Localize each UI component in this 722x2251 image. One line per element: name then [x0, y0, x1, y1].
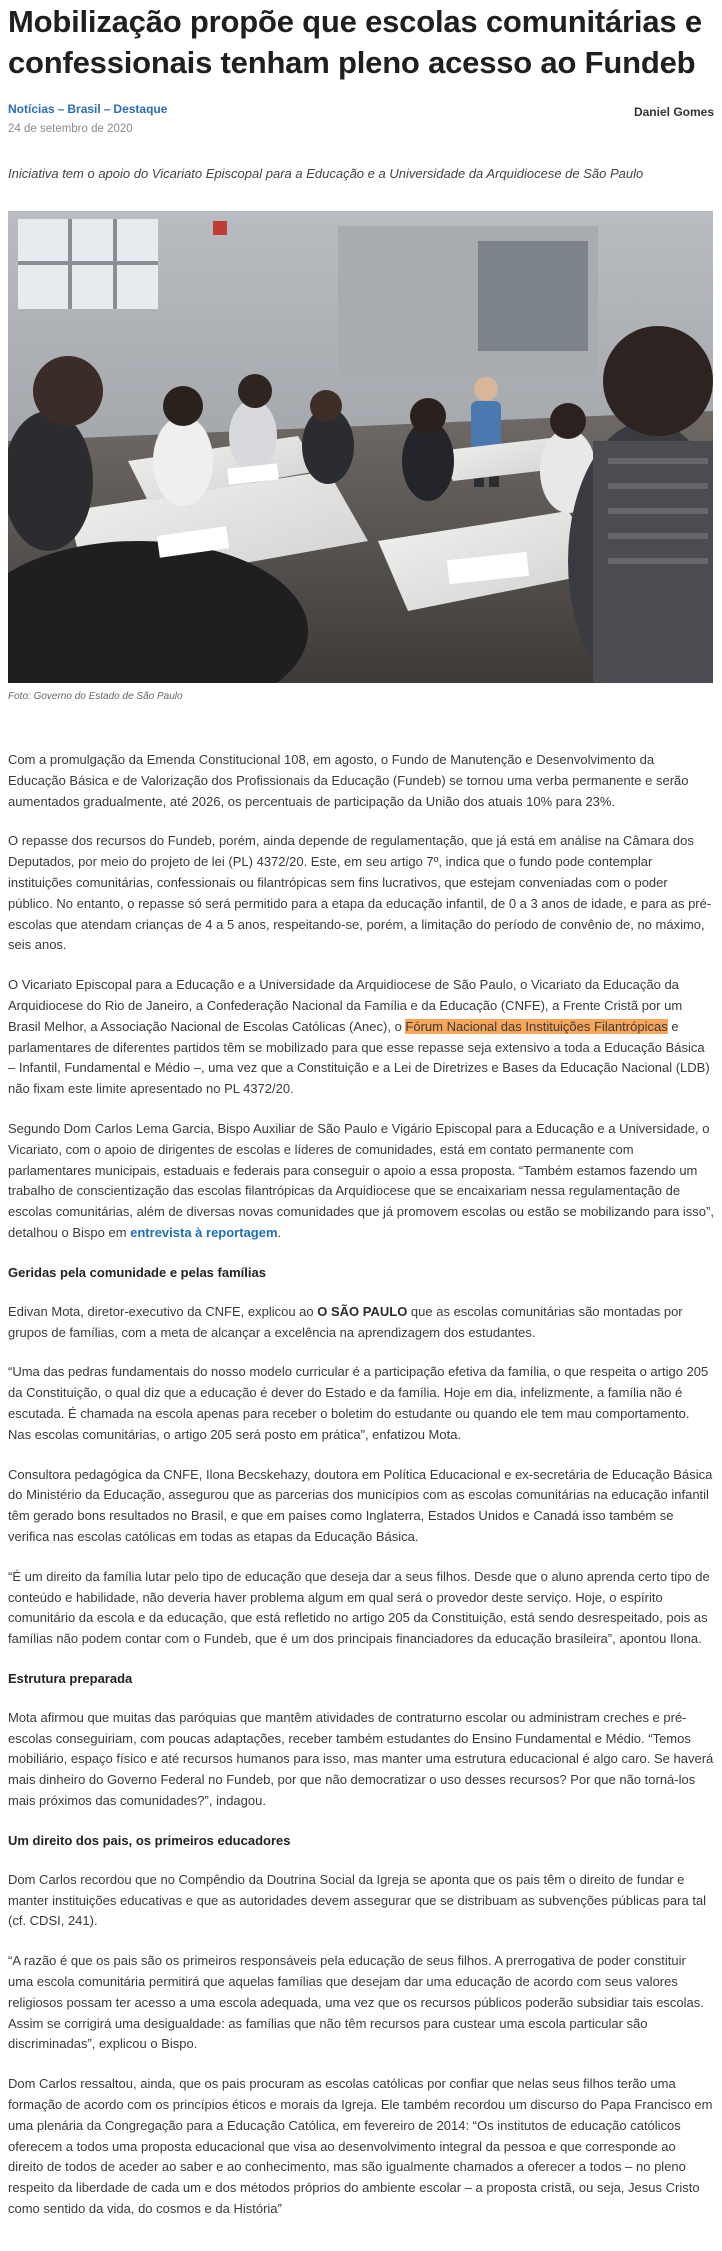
paragraph-3	[8, 975, 714, 1100]
paragraph-9: Mota afirmou que muitas das paróquias que mantêm atividades de contraturno escolar ou administram creches e pré-escolas conseguiriam, com poucas adaptações, receber também estudantes do Ensino Fundamental e Médio. “Temos mobiliário, espaço físico e até recursos humanos para isso, mas manter uma estrutura educacional é algo caro. Se haverá mais dinheiro do Governo Federal no Fundeb, por que não democratizar o uso desses recursos? Por que não torná-los mais próximos das comunidades?”, indagou.	[8, 1709, 714, 1809]
paragraph-5-text-b: que as escolas comunitárias são montadas por grupos de famílias, com a meta de alcançar a excelência na aprendizagem dos estudantes.	[8, 1303, 683, 1340]
paragraph-11: “A razão é que os pais são os primeiros responsáveis pela educação de seus filhos. A prerrogativa de poder constituir uma escola comunitária permitirá que aquelas famílias que desejam dar uma educação de acordo com seus valores religiosos possam ter acesso a uma escola adequada, uma vez que os recursos públicos poderão subsidiar tais escolas. Assim se corrigirá uma desigualdade: as famílias que não têm recursos para custear uma escola particular são discriminadas”, explicou o Bispo.	[8, 1953, 704, 2052]
author-name[interactable]: Daniel Gomes	[633, 105, 714, 119]
highlighted-text: Fórum Nacional das Instituições Filantrópicas	[405, 1018, 668, 1034]
paragraph-4	[8, 1119, 714, 1244]
category-separator: –	[103, 102, 111, 116]
category-noticias-link[interactable]: Notícias	[8, 102, 55, 116]
publish-date: 24 de setembro de 2020	[8, 123, 133, 135]
subheading-geridas: Geridas pela comunidade e pelas famílias	[8, 1264, 266, 1280]
paragraph-1: Com a promulgação da Emenda Constitucional 108, em agosto, o Fundo de Manutenção e Desenvolvimento da Educação Básica e de Valorização dos Profissionais da Educação (Fundeb) se tornou uma verba permanente e serão aumentados gradualmente, até 2026, os percentuais de participação da União dos atuais 10% para 23%.	[8, 752, 689, 809]
paragraph-3-text-b: e parlamentares de diferentes partidos têm se mobilizado para que esse repasse seja extensivo a toda a Educação Básica – Infantil, Fundamental e Médio –, uma vez que a Constituição e a Lei de Diretrizes e Bases da Educação Nacional (LDB) não fixam este limite apresentado no PL 4372/20.	[8, 1018, 710, 1097]
paragraph-3-text-a: O Vicariato Episcopal para a Educação e a Universidade da Arquidiocese de São Paulo, o Vicariato da Educação da Arquidiocese do Rio de Janeiro, a Confederação Nacional da Família e da Educação (CNFE), a Frente Cristã por um Brasil Melhor, a Associação Nacional de Escolas Católicas (Anec), o	[8, 977, 683, 1034]
article-body	[8, 750, 714, 2220]
paragraph-4-text-a: Segundo Dom Carlos Lema Garcia, Bispo Auxiliar de São Paulo e Vigário Episcopal para a Educação e a Universidade, o Vicariato, com o apoio de dirigentes de escolas e líderes de comunidades, está em contato permanente com parlamentares municipais, estaduais e federais para conseguir o apoio a essa proposta. “Também estamos fazendo um trabalho de conscientização das escolas filantrópicas da Arquidiocese que se encaixariam nessa regulamentação de escolas comunitárias, além de diversas novas comunidades que já promovem escolas ou estão se mobilizando para isso”, detalhou o Bispo em	[8, 1120, 714, 1240]
paragraph-10: Dom Carlos recordou que no Compêndio da Doutrina Social da Igreja se aponta que os pais têm o direito de fundar e manter instituições educativas e que as autoridades devem assegurar que se distribuam as subvenções públicas para tal (cf. CDSI, 241).	[8, 1871, 707, 1929]
meta-left	[8, 102, 167, 135]
paragraph-4-text-b: .	[277, 1224, 282, 1240]
article-title: Mobilização propõe que escolas comunitárias e confessionais tenham pleno acesso ao Fundeb	[8, 4, 702, 80]
subheading-estrutura: Estrutura preparada	[8, 1670, 133, 1686]
paragraph-6: “Uma das pedras fundamentais do nosso modelo curricular é a participação efetiva da família, o que respeita o artigo 205 da Constituição, o qual diz que a educação é dever do Estado e da família. Hoje em dia, infelizmente, a família não é escutada. É chamada na escola apenas para receber o boletim do estudante ou quando ele tem mau comportamento. Nas escolas comunitárias, o artigo 205 será posto em prática”, enfatizou Mota.	[8, 1364, 709, 1442]
category-list	[8, 102, 167, 116]
category-separator: –	[57, 102, 65, 116]
paragraph-8: “É um direito da família lutar pelo tipo de educação que deseja dar a seus filhos. Desde que o aluno aprenda certo tipo de conteúdo e habilidade, não deveria haver problema algum em qual será o provedor deste serviço. Hoje, o espírito comunitário da escola e da educação, que está refletido no artigo 205 da Constituição, está sendo desrespeitado, pois as famílias não podem contar com o Fundeb, que é um dos principais financiadores da educação brasileira”, apontou Ilona.	[8, 1568, 710, 1647]
paragraph-2: O repasse dos recursos do Fundeb, porém, ainda depende de regulamentação, que já está em análise na Câmara dos Deputados, por meio do projeto de lei (PL) 4372/20. Este, em seu artigo 7º, indica que o fundo pode contemplar instituições comunitárias, confessionais ou filantrópicas sem fins lucrativos, que estejam conveniadas com o poder público. No entanto, o repasse só será permitido para a etapa da educação infantil, de 0 a 3 anos de idade, e para as pré-escolas que atendam crianças de 4 a 5 anos, respeitando-se, porém, a limitação do período de convênio de, no máximo, seis anos.	[8, 833, 712, 953]
category-destaque-link[interactable]: Destaque	[113, 102, 168, 116]
classroom-photo-illustration	[8, 211, 713, 683]
paragraph-5	[8, 1302, 714, 1344]
article-photo	[8, 211, 713, 683]
paragraph-5-text-a: Edivan Mota, diretor-executivo da CNFE, explicou ao	[8, 1303, 318, 1319]
interview-link[interactable]: entrevista à reportagem	[130, 1224, 278, 1240]
photo-caption: Foto: Governo do Estado de São Paulo	[8, 691, 183, 702]
article-meta	[8, 102, 714, 135]
paragraph-12: Dom Carlos ressaltou, ainda, que os pais procuram as escolas católicas por confiar que nelas seus filhos terão uma formação de acordo com os princípios éticos e morais da Igreja. Ele também recordou um discurso do Papa Francisco em uma plenária da Congregação para a Educação Católica, em fevereiro de 2014: “Os institutos de educação católicos oferecem a todos uma proposta educacional que visa ao desenvolvimento integral da pessoa e que corresponde ao direito de todos de aceder ao saber e ao conhecimento, mas são igualmente chamados a oferecer a todos – no pleno respeito da liberdade de cada um e dos métodos próprios do ambiente escolar – a proposta cristã, ou seja, Jesus Cristo como sentido da vida, do cosmos e da História”	[8, 2076, 713, 2217]
article-lead: Iniciativa tem o apoio do Vicariato Episcopal para a Educação e a Universidade da Arquidiocese de São Paulo	[8, 166, 644, 181]
paragraph-7: Consultora pedagógica da CNFE, Ilona Becskehazy, doutora em Política Educacional e ex-secretária de Educação Básica do Ministério da Educação, assegurou que as parcerias dos municípios com as escolas comunitárias na educação infantil têm gerado bons resultados no Brasil, e que em países como Inglaterra, Estados Unidos e Canadá isso também se verifica nas escolas católicas em todas as etapas da Educação Básica.	[8, 1466, 713, 1544]
newspaper-name: O SÃO PAULO	[317, 1303, 408, 1319]
subheading-direito: Um direito dos pais, os primeiros educadores	[8, 1832, 291, 1848]
category-brasil-link[interactable]: Brasil	[67, 102, 101, 116]
